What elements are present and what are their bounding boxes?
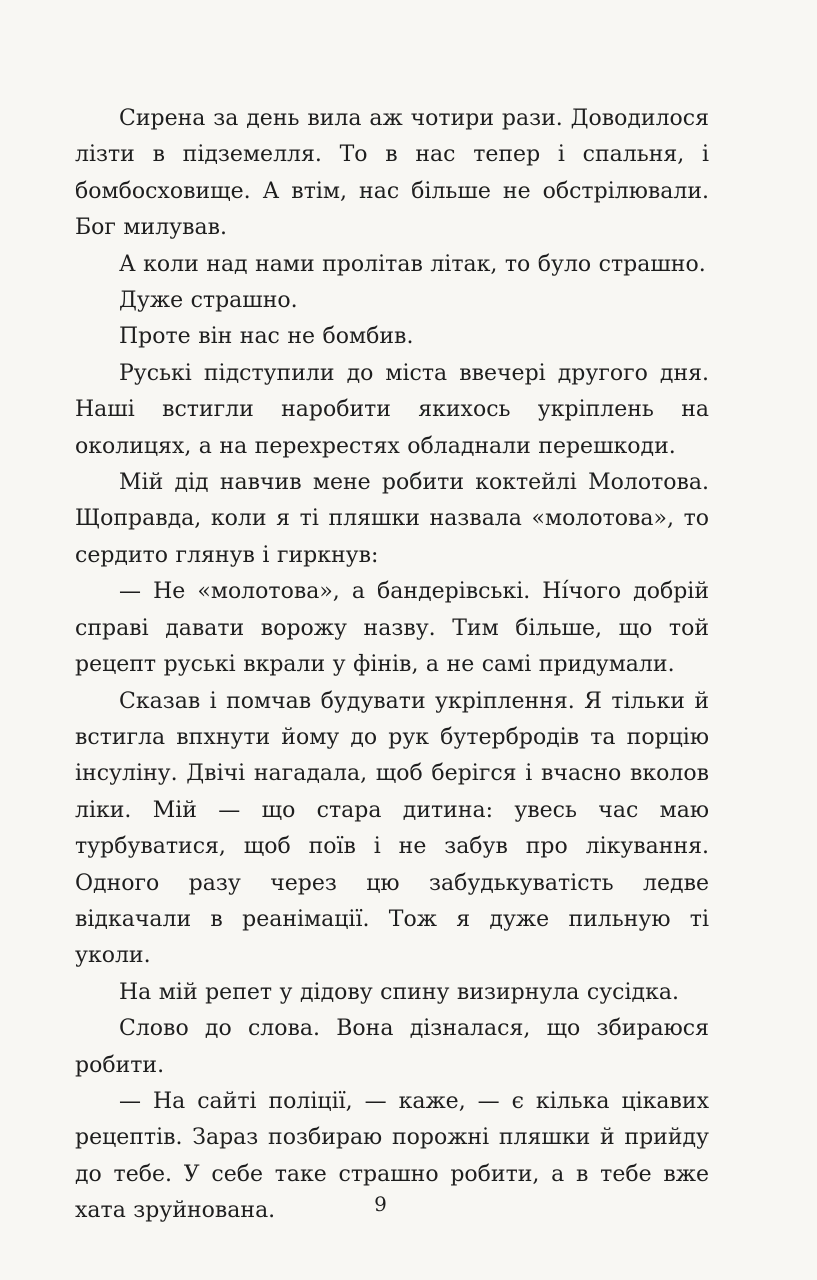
paragraph: Мій дід навчив мене робити коктейлі Молотова. Щоправда, коли я ті пляшки назвала «молотова», то сердито глянув і гиркнув: — [75, 470, 709, 568]
paragraph: — Не «молотова», а бандерівські. Ні́чого добрій справі давати ворожу назву. Тим більше, що той рецепт руські вкрали у фінів, а не самі придумали. — [75, 579, 709, 678]
paragraph: На мій репет у дідову спину визирнула сусідка. — [119, 979, 679, 1005]
paragraph: Сказав і помчав будувати укріплення. Я тільки й встигла впхнути йому до рук бутербродів та порцію інсуліну. Двічі нагадала, щоб берігся і вчасно вколов ліки. Мій — що стара дитина: увесь час маю турбуватися, щоб поїв і не забув про лікування. Одного разу через цю забудькуватість ледве відкачали в реанімації. Тож я дуже пильную ті уколи. — [75, 688, 709, 969]
paragraph: А коли над нами пролітав літак, то було страшно. — [119, 251, 706, 277]
page-number: 9 — [374, 1192, 387, 1216]
paragraph: Дуже страшно. — [119, 288, 298, 314]
paragraph: Слово до слова. Вона дізналася, що збираюся робити. — [75, 1016, 709, 1078]
paragraph: — На сайті поліції, — каже, — є кілька цікавих рецептів. Зараз позбираю порожні пляшки й прийду до тебе. У себе таке страшно робити, а в тебе вже хата зруйнована. — [75, 1088, 709, 1224]
paragraph: Проте він нас не бомбив. — [119, 324, 414, 350]
paragraph: Руські підступили до міста ввечері другого дня. Наші встигли наробити якихось укріплень на околицях, а на перехрестях обладнали перешкоди. — [75, 360, 709, 459]
paragraph: Сирена за день вила аж чотири рази. Доводилося лізти в підземелля. То в нас тепер і спальня, і бомбосховище. А втім, нас більше не обстрілювали. Бог милував. — [75, 106, 709, 241]
body-text — [75, 101, 709, 1230]
